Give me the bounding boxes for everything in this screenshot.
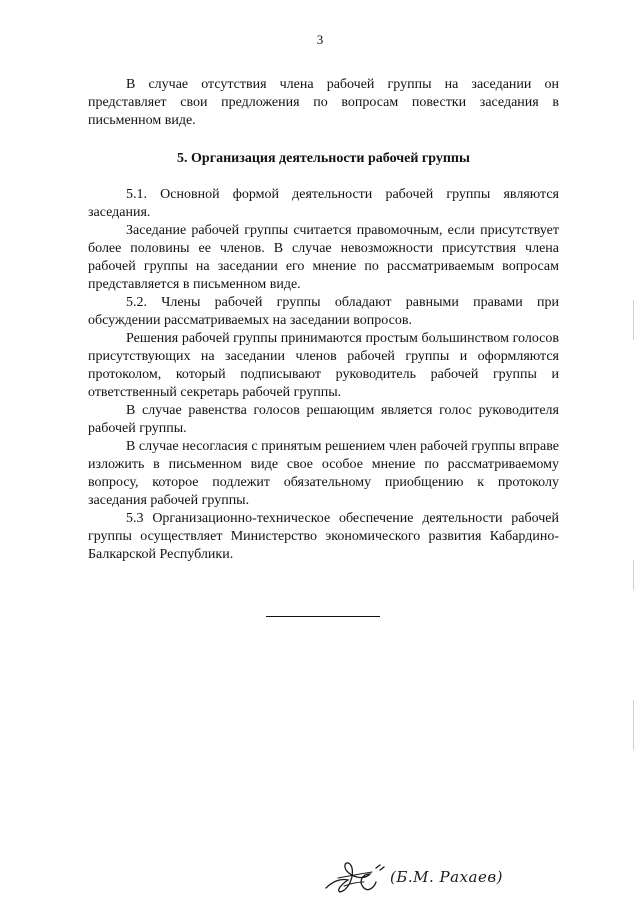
document-body xyxy=(88,76,559,564)
end-of-text-rule xyxy=(266,616,380,617)
paragraph-5-3: 5.3 Организационно-техническое обеспечение деятельности рабочей группы осуществляет Министерство экономического развития Кабардино-Балкарской Республики. xyxy=(88,511,559,562)
section-heading: 5. Организация деятельности рабочей группы xyxy=(177,151,470,166)
paragraph-quorum: Заседание рабочей группы считается правомочным, если присутствует более половины ее членов. В случае невозможности присутствия члена рабочей группы на заседании его мнение по рассматриваемым вопросам представляется в письменном виде. xyxy=(88,223,559,292)
paragraph-5-1: 5.1. Основной формой деятельности рабочей группы являются заседания. xyxy=(88,187,559,220)
page-number: 3 xyxy=(316,32,324,47)
scan-margin-mark xyxy=(633,300,634,340)
handwritten-signature-icon xyxy=(318,838,398,900)
signer-name: (Б.М. Рахаев) xyxy=(390,868,503,886)
paragraph-dissent: В случае несогласия с принятым решением член рабочей группы вправе изложить в письменном виде свое особое мнение по рассматриваемому вопросу, которое подлежит обязательному приобщению к протоколу заседания рабочей группы. xyxy=(88,439,559,508)
scan-margin-mark xyxy=(633,560,634,590)
paragraph-tie-vote: В случае равенства голосов решающим является голос руководителя рабочей группы. xyxy=(88,403,559,436)
scan-margin-mark xyxy=(633,700,634,750)
signature-block xyxy=(318,838,558,900)
paragraph-5-2: 5.2. Члены рабочей группы обладают равными правами при обсуждении рассматриваемых на заседании вопросов. xyxy=(88,295,559,328)
paragraph-decisions: Решения рабочей группы принимаются простым большинством голосов присутствующих на заседании членов рабочей группы и оформляются протоколом, который подписывают руководитель рабочей группы и ответственный секретарь рабочей группы. xyxy=(88,331,559,400)
intro-paragraph: В случае отсутствия члена рабочей группы на заседании он представляет свои предложения по вопросам повестки заседания в письменном виде. xyxy=(88,77,559,128)
